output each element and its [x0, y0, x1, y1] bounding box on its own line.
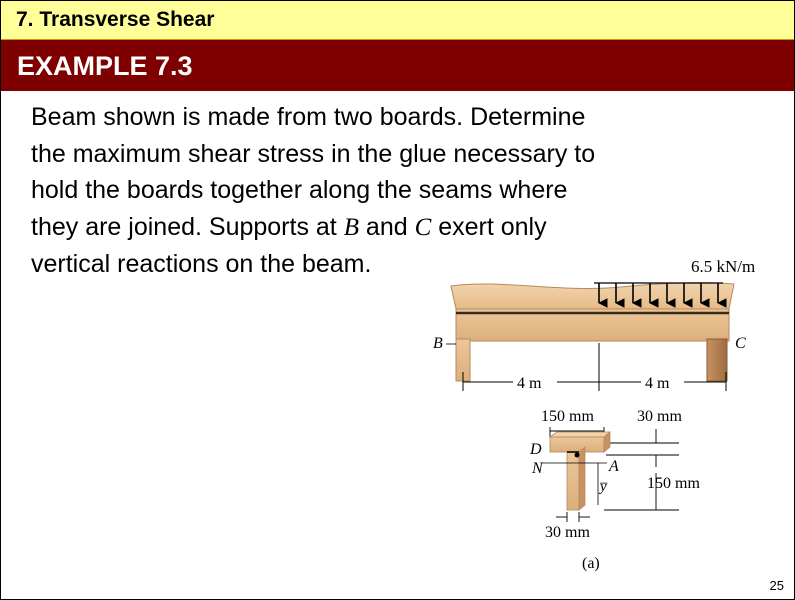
figure-caption: (a) — [582, 555, 600, 572]
example-title: EXAMPLE 7.3 — [17, 51, 193, 81]
cross-section-flange — [550, 437, 604, 452]
beam-figure — [1, 1, 794, 599]
point-d-marker — [575, 453, 580, 458]
problem-line: vertical reactions on the beam. — [31, 250, 372, 278]
right-support-leg — [707, 339, 727, 381]
flange-width-label: 150 mm — [541, 408, 594, 425]
problem-text: they are joined. Supports at — [31, 212, 344, 241]
ybar-label: y̅ — [600, 479, 607, 495]
flange-thickness-label: 30 mm — [637, 408, 682, 425]
cross-section-flange-top — [550, 432, 610, 437]
web-height-label: 150 mm — [647, 475, 700, 492]
problem-line: the maximum shear stress in the glue necessary to — [31, 139, 596, 168]
problem-text: and — [358, 212, 415, 241]
web-width-label: 30 mm — [545, 524, 590, 541]
cross-section-web — [567, 452, 579, 510]
page-number: 25 — [769, 578, 784, 593]
section-title: 7. Transverse Shear — [16, 8, 215, 31]
span-dimension — [463, 343, 726, 391]
support-c-var: C — [414, 213, 432, 241]
support-b-label: B — [433, 335, 443, 352]
problem-line: Beam shown is made from two boards. Determine — [31, 103, 586, 131]
span-right-label: 4 m — [645, 375, 670, 392]
support-b-var: B — [343, 213, 359, 241]
problem-text: exert only — [431, 212, 547, 241]
beam-top-surface — [451, 283, 734, 309]
problem-line: hold the boards together along the seams where — [31, 176, 568, 204]
span-left-label: 4 m — [517, 375, 542, 392]
point-a-label: A — [609, 458, 619, 475]
load-label: 6.5 kN/m — [691, 257, 756, 276]
point-d-label: D — [530, 441, 542, 458]
support-c-label: C — [735, 335, 746, 352]
point-n-label: N — [532, 460, 543, 477]
